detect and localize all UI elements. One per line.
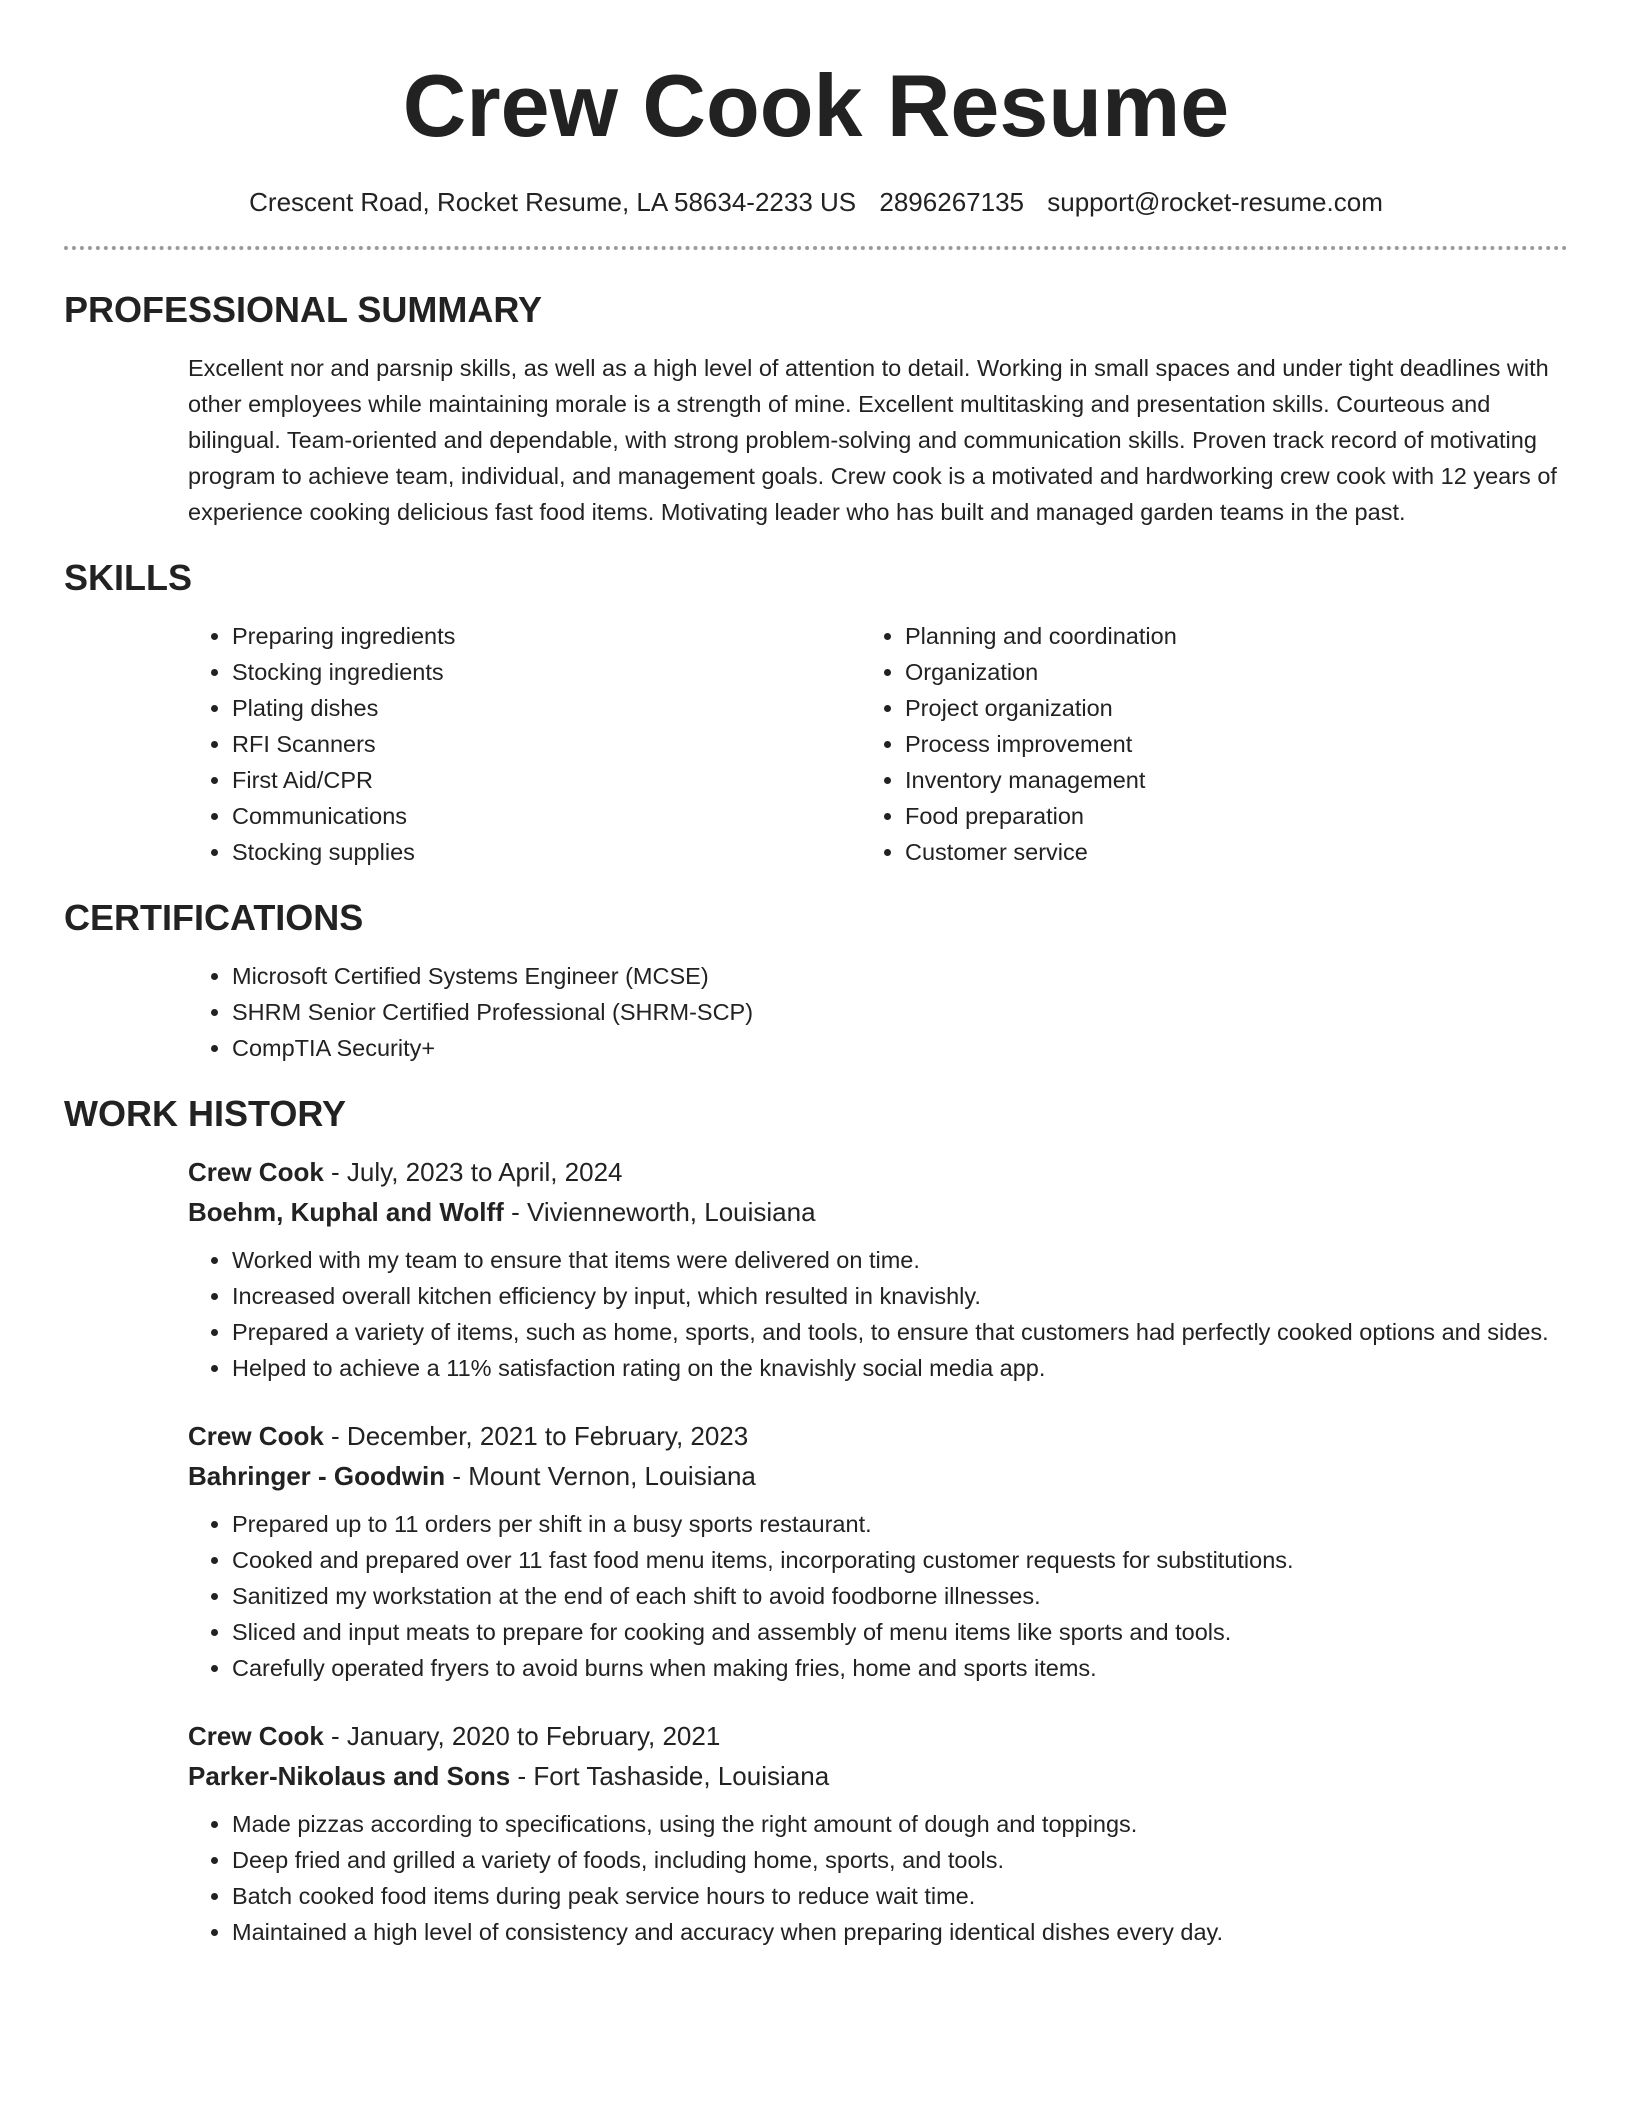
contact-address: Crescent Road, Rocket Resume, LA 58634-2233 US	[249, 187, 857, 217]
job-bullet: • Carefully operated fryers to avoid burns when making fries, home and sports items.	[232, 1650, 1568, 1686]
job-bullet: • Maintained a high level of consistency and accuracy when preparing identical dishes every day.	[232, 1914, 1568, 1950]
skill-item: • First Aid/CPR	[232, 762, 861, 798]
skill-item: • Process improvement	[905, 726, 1534, 762]
job-bullets	[188, 1242, 1568, 1386]
work-history-section	[64, 1092, 1568, 1950]
job-bullet: • Helped to achieve a 11% satisfaction rating on the knavishly social media app.	[232, 1350, 1568, 1386]
skill-item: • Food preparation	[905, 798, 1534, 834]
job-bullet: • Cooked and prepared over 11 fast food menu items, incorporating customer requests for substitutions.	[232, 1542, 1568, 1578]
resume-title: Crew Cook Resume	[402, 56, 1230, 155]
skill-item: • Stocking ingredients	[232, 654, 861, 690]
job-role: Crew Cook	[188, 1421, 324, 1451]
job-company-line	[188, 1756, 1568, 1796]
skills-list-right	[861, 618, 1534, 870]
header-divider	[64, 246, 1568, 250]
skill-item: • Planning and coordination	[905, 618, 1534, 654]
certification-item: • Microsoft Certified Systems Engineer (MCSE)	[232, 958, 1568, 994]
job-bullet: • Sanitized my workstation at the end of each shift to avoid foodborne illnesses.	[232, 1578, 1568, 1614]
job-title-line	[188, 1416, 1568, 1456]
job-company: Parker-Nikolaus and Sons	[188, 1761, 511, 1791]
job-role: Crew Cook	[188, 1721, 324, 1751]
job-bullets	[188, 1506, 1568, 1686]
job-title-line	[188, 1152, 1568, 1192]
summary-text: Excellent nor and parsnip skills, as well as a high level of attention to detail. Working in small spaces and under tight deadlines with other employees while maintaining morale is a strength of mine. Excellent multitasking and presentation skills. Courteous and bilingual. Team-oriented and dependable, with strong problem-solving and communication skills. Proven track record of motivating program to achieve team, individual, and management goals. Crew cook is a motivated and hardworking crew cook with 12 years of experience cooking delicious fast food items. Motivating leader who has built and managed garden teams in the past.	[188, 355, 1557, 525]
job-location: - Mount Vernon, Louisiana	[445, 1461, 756, 1491]
skills-section	[64, 556, 1568, 870]
job-company: Boehm, Kuphal and Wolff	[188, 1197, 504, 1227]
job-entry	[64, 1416, 1568, 1686]
job-dates: - July, 2023 to April, 2024	[323, 1157, 623, 1187]
job-dates: - January, 2020 to February, 2021	[323, 1721, 721, 1751]
skill-item: • Organization	[905, 654, 1534, 690]
summary-section	[64, 288, 1568, 530]
skills-list-left	[188, 618, 861, 870]
skill-item: • Communications	[232, 798, 861, 834]
job-bullet: • Prepared a variety of items, such as home, sports, and tools, to ensure that customers had perfectly cooked options and sides.	[232, 1314, 1568, 1350]
job-entry	[64, 1716, 1568, 1950]
work-history-heading: WORK HISTORY	[64, 1093, 347, 1134]
certification-item: • SHRM Senior Certified Professional (SHRM-SCP)	[232, 994, 1568, 1030]
certification-item: • CompTIA Security+	[232, 1030, 1568, 1066]
job-location: - Fort Tashaside, Louisiana	[510, 1761, 830, 1791]
summary-heading: PROFESSIONAL SUMMARY	[64, 289, 543, 330]
job-dates: - December, 2021 to February, 2023	[323, 1421, 749, 1451]
skill-item: • Stocking supplies	[232, 834, 861, 870]
job-bullet: • Sliced and input meats to prepare for cooking and assembly of menu items like sports and tools.	[232, 1614, 1568, 1650]
skill-item: • Project organization	[905, 690, 1534, 726]
skill-item: • Inventory management	[905, 762, 1534, 798]
job-company-line	[188, 1192, 1568, 1232]
job-title-line	[188, 1716, 1568, 1756]
job-role: Crew Cook	[188, 1157, 324, 1187]
skills-heading: SKILLS	[64, 557, 193, 598]
job-company-line	[188, 1456, 1568, 1496]
skill-item: • Preparing ingredients	[232, 618, 861, 654]
skill-item: • Plating dishes	[232, 690, 861, 726]
job-bullet: • Prepared up to 11 orders per shift in a busy sports restaurant.	[232, 1506, 1568, 1542]
certifications-section	[64, 896, 1568, 1066]
job-entry	[64, 1152, 1568, 1386]
skill-item: • Customer service	[905, 834, 1534, 870]
skill-item: • RFI Scanners	[232, 726, 861, 762]
contact-email: support@rocket-resume.com	[1047, 187, 1383, 217]
certifications-heading: CERTIFICATIONS	[64, 897, 364, 938]
job-bullet: • Worked with my team to ensure that items were delivered on time.	[232, 1242, 1568, 1278]
job-bullet: • Deep fried and grilled a variety of foods, including home, sports, and tools.	[232, 1842, 1568, 1878]
job-location: - Vivienneworth, Louisiana	[503, 1197, 816, 1227]
contact-line	[64, 184, 1568, 220]
contact-phone: 2896267135	[879, 187, 1024, 217]
job-bullet: • Increased overall kitchen efficiency by input, which resulted in knavishly.	[232, 1278, 1568, 1314]
certifications-list	[188, 958, 1568, 1066]
job-company: Bahringer - Goodwin	[188, 1461, 446, 1491]
job-bullets	[188, 1806, 1568, 1950]
job-bullet: • Batch cooked food items during peak service hours to reduce wait time.	[232, 1878, 1568, 1914]
job-bullet: • Made pizzas according to specifications, using the right amount of dough and toppings.	[232, 1806, 1568, 1842]
